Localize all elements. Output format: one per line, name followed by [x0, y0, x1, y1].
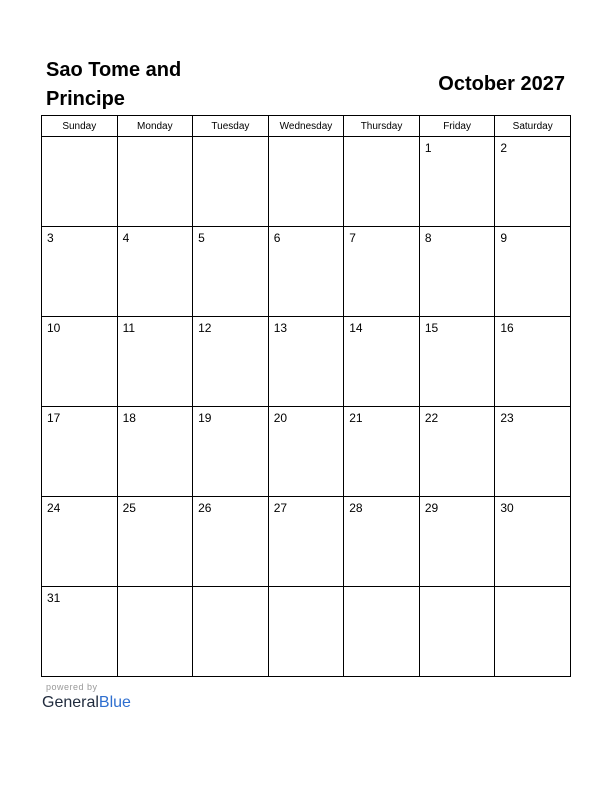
country-title: Sao Tome and Principe	[46, 59, 182, 110]
day-number: 11	[122, 321, 136, 335]
day-number: 7	[349, 231, 356, 245]
day-number: 1	[424, 141, 432, 155]
week-row	[42, 137, 571, 227]
day-number	[269, 587, 344, 591]
day-cell	[42, 317, 118, 407]
day-number	[193, 137, 268, 141]
day-number: 8	[424, 231, 432, 245]
day-cell	[117, 497, 193, 587]
day-number	[420, 587, 495, 591]
day-cell	[344, 137, 420, 227]
day-cell	[268, 407, 344, 497]
day-number: 27	[273, 501, 288, 515]
weekday-header: Wednesday	[268, 116, 344, 137]
day-cell	[344, 587, 420, 677]
day-number: 10	[47, 321, 61, 335]
weekday-header: Thursday	[344, 116, 420, 137]
weekday-header: Saturday	[495, 116, 571, 137]
day-cell	[117, 227, 193, 317]
day-number: 16	[500, 321, 514, 335]
day-cell	[193, 407, 269, 497]
day-cell	[193, 317, 269, 407]
week-row	[42, 497, 571, 587]
day-cell	[268, 227, 344, 317]
day-cell	[117, 407, 193, 497]
day-number: 5	[198, 231, 205, 245]
day-number	[42, 137, 117, 141]
day-number: 14	[349, 321, 363, 335]
day-cell	[268, 317, 344, 407]
generalblue-logo[interactable]	[42, 694, 131, 712]
day-number	[495, 587, 570, 591]
day-cell	[419, 407, 495, 497]
day-number: 24	[47, 501, 61, 515]
day-number	[344, 587, 419, 591]
day-cell	[495, 587, 571, 677]
day-number: 17	[47, 411, 61, 425]
day-cell	[117, 137, 193, 227]
day-cell	[419, 227, 495, 317]
day-number	[193, 587, 268, 591]
calendar-grid	[41, 115, 571, 677]
day-cell	[193, 227, 269, 317]
day-number: 26	[198, 501, 212, 515]
day-number: 22	[424, 411, 439, 425]
week-row	[42, 587, 571, 677]
week-row	[42, 407, 571, 497]
day-cell	[344, 227, 420, 317]
brand-general-text: General	[42, 694, 99, 711]
day-cell	[193, 497, 269, 587]
day-number: 23	[500, 411, 514, 425]
day-cell	[268, 587, 344, 677]
day-cell	[42, 407, 118, 497]
day-cell	[117, 317, 193, 407]
day-number: 12	[198, 321, 212, 335]
day-cell	[495, 497, 571, 587]
brand-blue-text: Blue	[98, 694, 131, 711]
day-cell	[42, 587, 118, 677]
day-cell	[42, 227, 118, 317]
day-cell	[344, 317, 420, 407]
day-cell	[419, 137, 495, 227]
weekday-header: Sunday	[42, 116, 118, 137]
day-number: 30	[500, 501, 514, 515]
day-number: 4	[122, 231, 130, 245]
day-number	[269, 137, 344, 141]
weekday-header: Monday	[117, 116, 193, 137]
day-cell	[495, 137, 571, 227]
day-cell	[344, 497, 420, 587]
day-number: 31	[47, 591, 61, 605]
day-cell	[42, 137, 118, 227]
day-cell	[344, 407, 420, 497]
day-cell	[495, 317, 571, 407]
weekday-header: Friday	[419, 116, 495, 137]
day-cell	[117, 587, 193, 677]
day-cell	[419, 587, 495, 677]
day-number	[344, 137, 419, 141]
day-number: 25	[122, 501, 136, 515]
day-cell	[42, 497, 118, 587]
day-number	[118, 137, 193, 141]
day-cell	[495, 407, 571, 497]
day-cell	[268, 497, 344, 587]
day-number: 9	[500, 231, 508, 245]
day-number: 6	[273, 231, 281, 245]
day-number: 19	[198, 411, 212, 425]
day-number: 2	[500, 141, 508, 155]
day-number: 15	[424, 321, 439, 335]
day-number: 3	[47, 231, 54, 245]
week-row	[42, 227, 571, 317]
day-cell	[419, 317, 495, 407]
weekday-header-row	[42, 116, 571, 137]
week-row	[42, 317, 571, 407]
day-cell	[268, 137, 344, 227]
day-cell	[193, 587, 269, 677]
day-cell	[193, 137, 269, 227]
day-number: 18	[122, 411, 136, 425]
day-number: 13	[273, 321, 288, 335]
day-number	[118, 587, 193, 591]
day-number: 28	[349, 501, 363, 515]
day-cell	[495, 227, 571, 317]
month-title: October 2027	[438, 73, 565, 95]
day-number: 21	[349, 411, 363, 425]
powered-by-label: powered by	[46, 682, 98, 692]
day-number: 29	[424, 501, 439, 515]
weekday-header: Tuesday	[193, 116, 269, 137]
day-cell	[419, 497, 495, 587]
day-number: 20	[273, 411, 288, 425]
